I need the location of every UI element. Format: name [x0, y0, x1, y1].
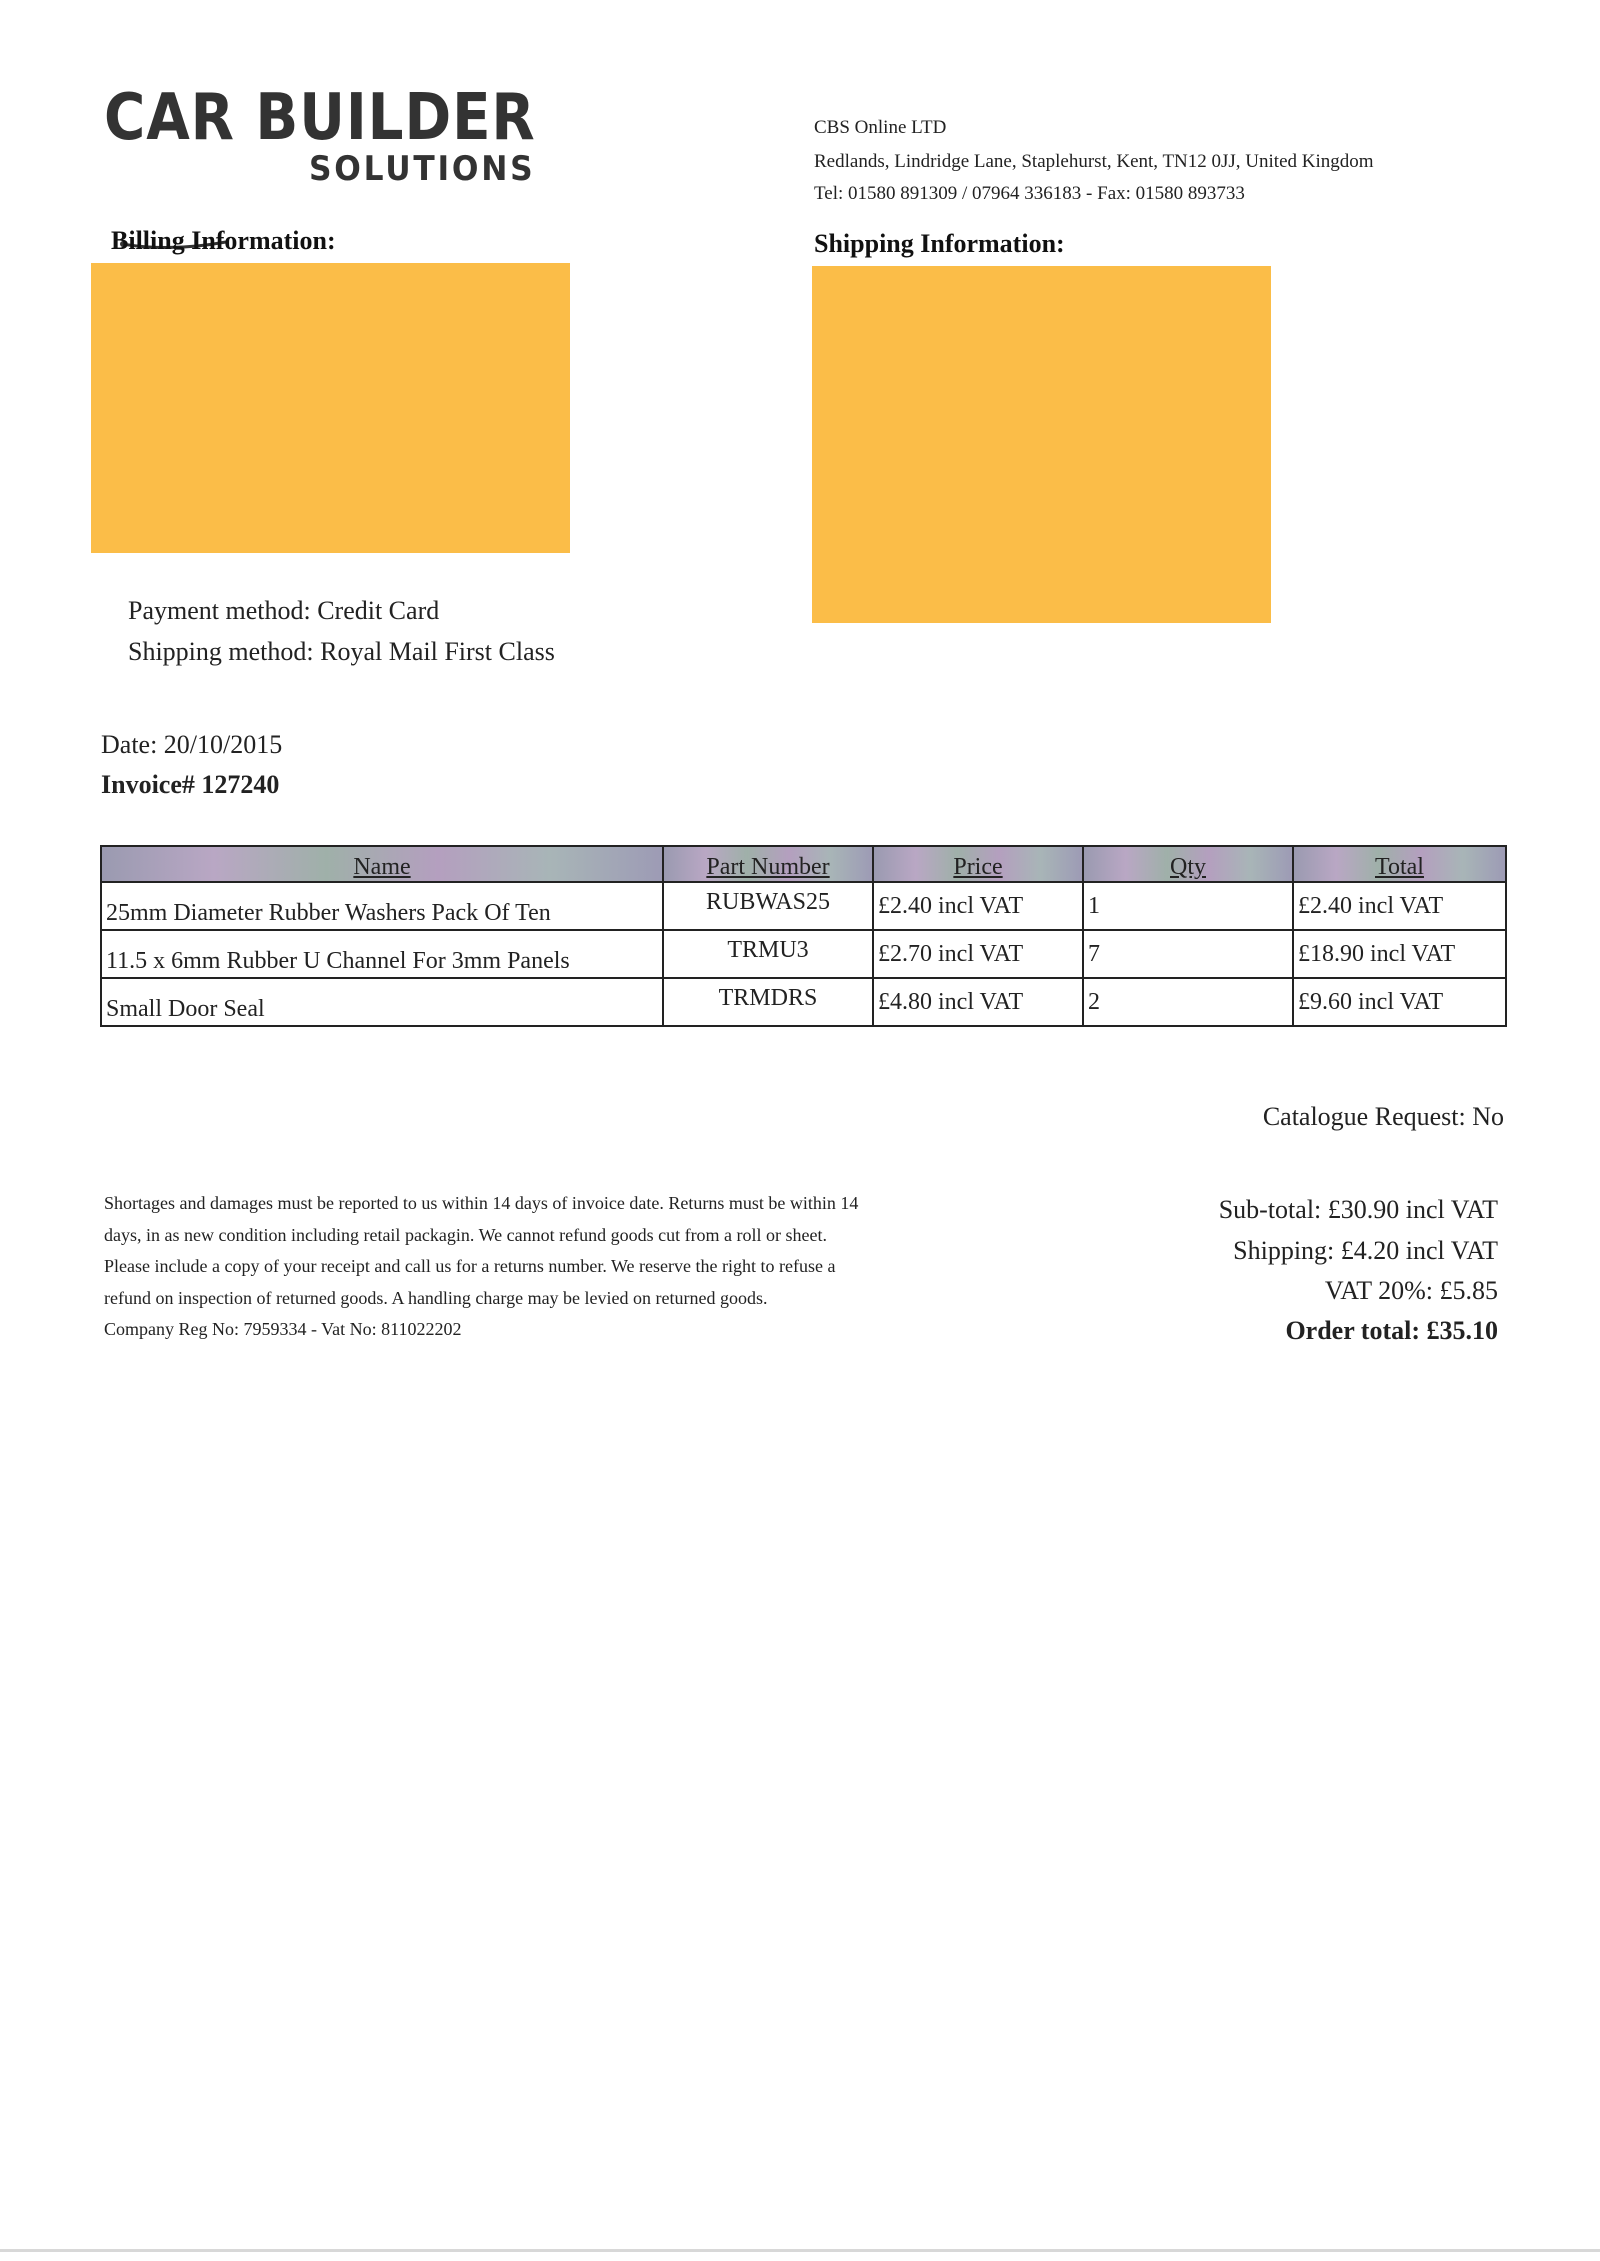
cell-qty: 1 — [1083, 882, 1293, 930]
company-address: Redlands, Lindridge Lane, Staplehurst, Kent, TN12 0JJ, United Kingdom — [814, 151, 1374, 172]
logo-line-2: SOLUTIONS — [309, 149, 536, 189]
header-name: Name — [101, 846, 663, 882]
invoice-date: Date: 20/10/2015 — [101, 730, 283, 759]
header-price: Price — [873, 846, 1083, 882]
billing-title: Billing Information: — [111, 226, 336, 255]
cell-total: £18.90 incl VAT — [1293, 930, 1506, 978]
shipping-cost: Shipping: £4.20 incl VAT — [1233, 1236, 1498, 1265]
subtotal: Sub-total: £30.90 incl VAT — [1218, 1195, 1498, 1224]
cell-name: 11.5 x 6mm Rubber U Channel For 3mm Panels — [101, 930, 663, 978]
page-edge-divider — [0, 2249, 1600, 2252]
catalogue-request: Catalogue Request: No — [1262, 1102, 1504, 1131]
logo-line-1: CAR BUILDER — [104, 81, 536, 155]
company-registration: Company Reg No: 7959334 - Vat No: 811022202 — [104, 1319, 462, 1339]
table-row — [101, 978, 1506, 1026]
cell-price: £2.40 incl VAT — [873, 882, 1083, 930]
table-row — [101, 882, 1506, 930]
shipping-method: Shipping method: Royal Mail First Class — [128, 637, 555, 666]
cell-price: £2.70 incl VAT — [873, 930, 1083, 978]
shipping-title: Shipping Information: — [814, 229, 1065, 258]
cell-price: £4.80 incl VAT — [873, 978, 1083, 1026]
company-logo — [104, 81, 536, 196]
order-total: Order total: £35.10 — [1285, 1316, 1498, 1345]
vat-amount: VAT 20%: £5.85 — [1324, 1276, 1498, 1305]
table-row — [101, 930, 1506, 978]
shipping-redaction — [812, 266, 1271, 623]
cell-part-number: RUBWAS25 — [663, 882, 873, 930]
header-qty: Qty — [1083, 846, 1293, 882]
cell-qty: 2 — [1083, 978, 1293, 1026]
terms-line: Shortages and damages must be reported to us within 14 days of invoice date. Returns must be within 14 — [104, 1193, 859, 1213]
header-part-number: Part Number — [663, 846, 873, 882]
company-name: CBS Online LTD — [814, 117, 947, 138]
cell-total: £9.60 incl VAT — [1293, 978, 1506, 1026]
payment-method: Payment method: Credit Card — [128, 596, 440, 625]
items-table — [100, 845, 1507, 1027]
billing-redaction — [91, 263, 570, 553]
header-total: Total — [1293, 846, 1506, 882]
cell-name: 25mm Diameter Rubber Washers Pack Of Ten — [101, 882, 663, 930]
terms-line: refund on inspection of returned goods. A handling charge may be levied on returned goods. — [104, 1287, 768, 1308]
company-contact: Tel: 01580 891309 / 07964 336183 - Fax: 01580 893733 — [814, 183, 1245, 204]
cell-qty: 7 — [1083, 930, 1293, 978]
terms-line: days, in as new condition including retail packagin. We cannot refund goods cut from a roll or sheet. — [104, 1224, 828, 1245]
invoice-number: Invoice# 127240 — [101, 770, 280, 799]
cell-part-number: TRMDRS — [663, 978, 873, 1026]
cell-name: Small Door Seal — [101, 978, 663, 1026]
table-header-row — [101, 846, 1506, 882]
terms-text — [104, 1188, 1024, 1346]
cell-part-number: TRMU3 — [663, 930, 873, 978]
terms-line: Please include a copy of your receipt and call us for a returns number. We reserve the right to refuse a — [104, 1256, 836, 1276]
cell-total: £2.40 incl VAT — [1293, 882, 1506, 930]
